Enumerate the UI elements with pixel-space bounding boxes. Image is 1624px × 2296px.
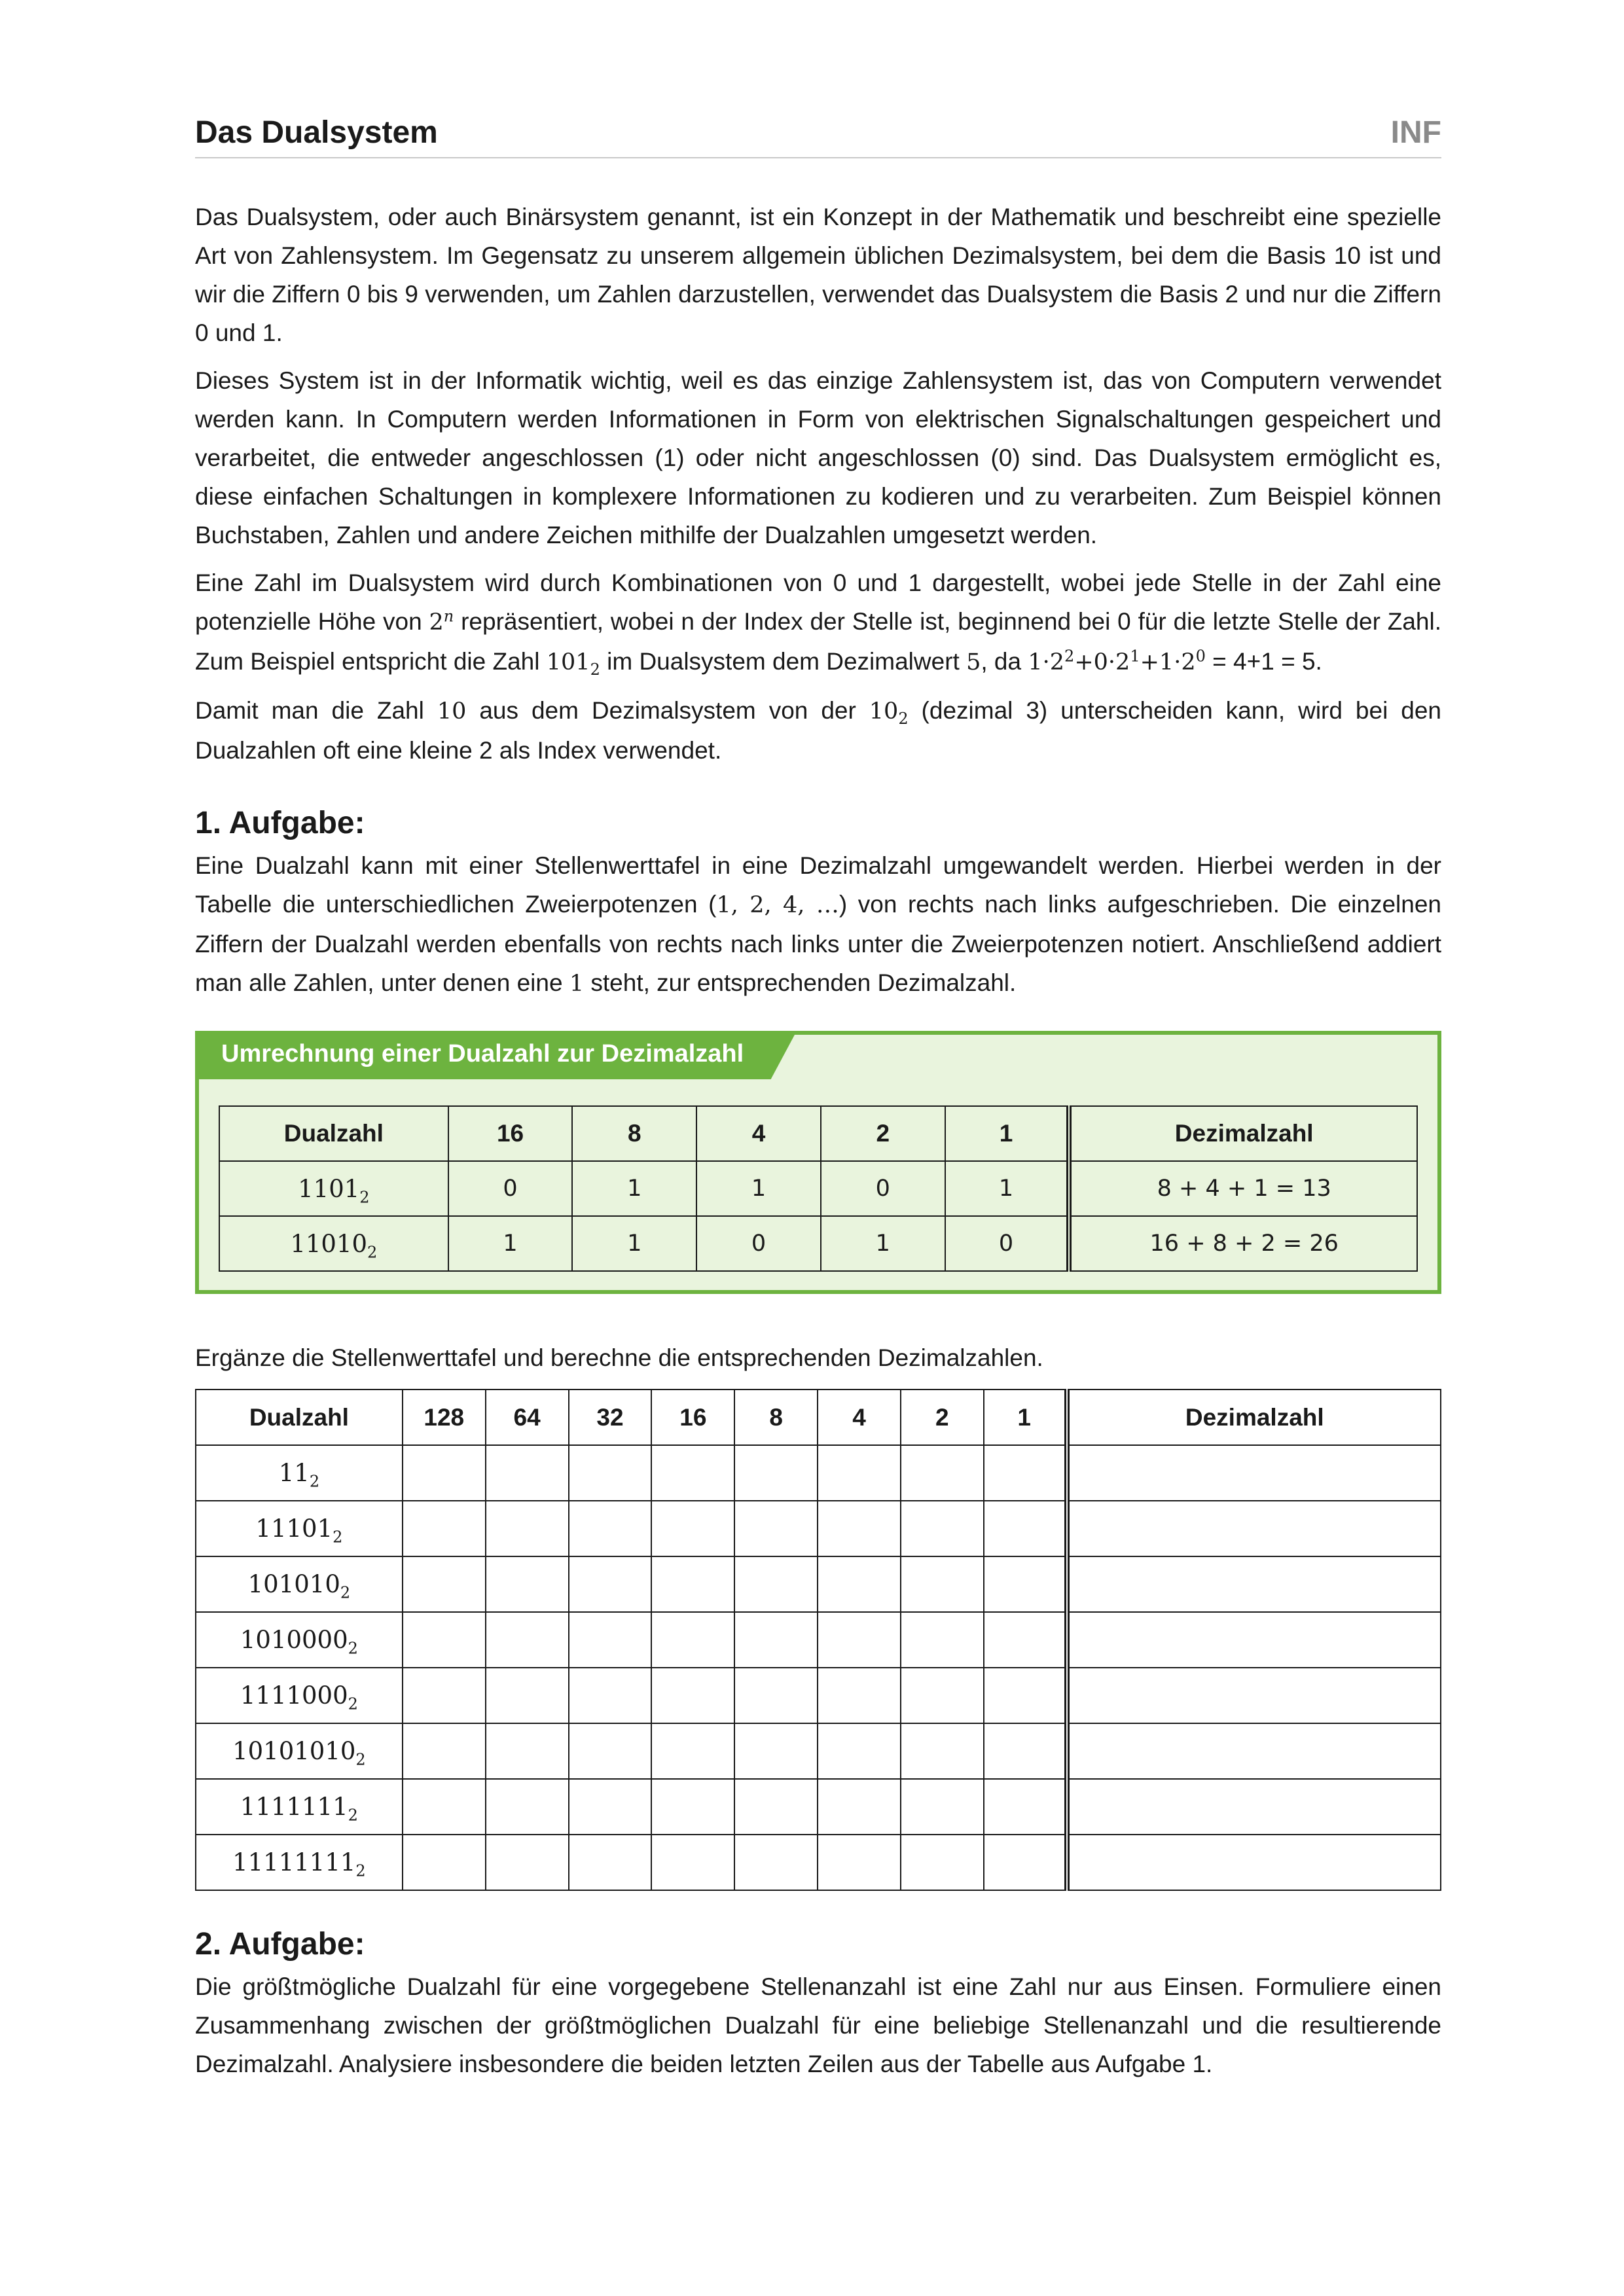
example-bit-cell: 1 [821,1216,945,1271]
task-bit-input-cell[interactable] [818,1556,901,1612]
task-bit-input-cell[interactable] [818,1445,901,1501]
example-bit-cell: 1 [696,1161,821,1216]
task-bit-input-cell[interactable] [734,1556,818,1612]
task-header-cell: 128 [403,1390,486,1445]
task-bit-input-cell[interactable] [486,1668,569,1723]
dual-number: 11 [278,1459,310,1487]
page-title: Das Dualsystem [195,115,438,150]
task-bit-input-cell[interactable] [734,1835,818,1890]
task1-description [195,846,1441,1003]
task-bit-input-cell[interactable] [486,1723,569,1779]
task-header-cell: 64 [486,1390,569,1445]
task-bit-input-cell[interactable] [486,1835,569,1890]
task-bit-input-cell[interactable] [818,1779,901,1835]
example-box [195,1031,1441,1294]
dual-subscript: 2 [367,1242,378,1261]
task-bit-input-cell[interactable] [486,1445,569,1501]
dual-subscript: 2 [355,1750,366,1769]
math-powers: 1, 2, 4, … [716,892,839,918]
dual-subscript: 2 [309,1472,320,1491]
task-bit-input-cell[interactable] [403,1835,486,1890]
task-bit-input-cell[interactable] [734,1668,818,1723]
example-bit-cell: 1 [572,1216,696,1271]
task-bit-input-cell[interactable] [569,1501,652,1556]
dual-subscript: 2 [355,1861,366,1880]
intro-paragraph-3 [195,564,1441,682]
task-bit-input-cell[interactable] [569,1779,652,1835]
example-title: Umrechnung einer Dualzahl zur Dezimalzahl [221,1040,744,1067]
task-bit-input-cell[interactable] [651,1835,734,1890]
math-power [429,609,454,636]
task-decimal-input-cell[interactable] [1067,1612,1441,1668]
task-row [196,1501,1441,1556]
task-bit-input-cell[interactable] [901,1723,984,1779]
task-bit-input-cell[interactable] [403,1445,486,1501]
task-row [196,1445,1441,1501]
formula-part: +1·2 [1140,649,1196,675]
task-row [196,1612,1441,1668]
task-dual-cell [196,1779,403,1835]
task-bit-input-cell[interactable] [486,1501,569,1556]
task-header-cell: 32 [569,1390,652,1445]
task-bit-input-cell[interactable] [403,1668,486,1723]
task-bit-input-cell[interactable] [651,1556,734,1612]
formula-exponent: 0 [1195,647,1206,666]
task-decimal-input-cell[interactable] [1067,1556,1441,1612]
dual-number: 1111000 [240,1681,348,1710]
example-header-cell: 4 [696,1106,821,1161]
task-bit-input-cell[interactable] [486,1556,569,1612]
example-bit-cell: 0 [696,1216,821,1271]
task1-heading: 1. Aufgabe: [195,806,365,840]
task-bit-input-cell[interactable] [818,1612,901,1668]
dual-subscript: 2 [348,1639,358,1658]
task-bit-input-cell[interactable] [569,1723,652,1779]
task-bit-input-cell[interactable] [569,1668,652,1723]
formula-part: +0·2 [1074,649,1130,675]
example-header-cell: 16 [448,1106,573,1161]
text-run: Eine Zahl im Dualsystem wird durch Kombinationen von 0 und 1 dargestellt, wobei jede Stelle in der Zahl eine potenzielle Höhe von [195,569,1441,635]
math-base: 2 [429,609,444,636]
task-decimal-input-cell[interactable] [1067,1835,1441,1890]
text-run: Damit man die Zahl [195,697,437,724]
task-row [196,1668,1441,1723]
task-bit-input-cell[interactable] [403,1612,486,1668]
task-bit-input-cell[interactable] [734,1779,818,1835]
example-bit-cell: 1 [945,1161,1070,1216]
task-bit-input-cell[interactable] [403,1556,486,1612]
example-header-cell: 1 [945,1106,1070,1161]
example-bit-cell: 0 [448,1161,573,1216]
task-header-row [196,1390,1441,1445]
task-decimal-input-cell[interactable] [1067,1668,1441,1723]
example-row [219,1216,1417,1271]
formula-part: 1·2 [1028,649,1065,675]
example-decimal-cell: 8 + 4 + 1 = 13 [1069,1161,1417,1216]
math-number: 101 [546,649,590,675]
example-bit-cell: 1 [572,1161,696,1216]
example-table [219,1105,1418,1272]
example-header-cell: 8 [572,1106,696,1161]
task-bit-input-cell[interactable] [818,1723,901,1779]
task-bit-input-cell[interactable] [569,1835,652,1890]
task-row [196,1835,1441,1890]
task-bit-input-cell[interactable] [984,1556,1067,1612]
task-bit-input-cell[interactable] [569,1612,652,1668]
task-bit-input-cell[interactable] [818,1501,901,1556]
task-bit-input-cell[interactable] [984,1612,1067,1668]
task-bit-input-cell[interactable] [901,1835,984,1890]
task-bit-input-cell[interactable] [901,1556,984,1612]
dual-number: 1101 [298,1174,360,1203]
task-bit-input-cell[interactable] [984,1835,1067,1890]
task-decimal-input-cell[interactable] [1067,1501,1441,1556]
example-header-row [219,1106,1417,1161]
dual-subscript: 2 [348,1695,358,1713]
task-bit-input-cell[interactable] [734,1501,818,1556]
text-run: = 4+1 = 5. [1205,648,1322,675]
task-dual-cell [196,1501,403,1556]
task-bit-input-cell[interactable] [901,1668,984,1723]
page-header [195,105,1441,158]
text-run: repräsentiert, wobei n der Index der Stelle ist, beginnend bei 0 für die letzte Stelle der Zahl. Zum Beispiel entspricht die Zahl [195,608,1441,675]
task-dual-cell [196,1668,403,1723]
math-number: 10 [437,698,467,725]
task-decimal-input-cell[interactable] [1067,1445,1441,1501]
task-header-cell: 8 [734,1390,818,1445]
example-dual-cell [219,1161,448,1216]
task-bit-input-cell[interactable] [651,1445,734,1501]
text-run: aus dem Dezimalsystem von der [466,697,869,724]
task-bit-input-cell[interactable] [984,1445,1067,1501]
task-header-cell: 2 [901,1390,984,1445]
task-row [196,1779,1441,1835]
task-bit-input-cell[interactable] [403,1723,486,1779]
example-dual-cell [219,1216,448,1271]
math-number: 1 [569,971,585,997]
math-exponent: n [443,607,454,626]
example-decimal-cell: 16 + 8 + 2 = 26 [1069,1216,1417,1271]
text-run: , da [981,648,1028,675]
task-decimal-input-cell[interactable] [1067,1779,1441,1835]
worksheet-page [195,105,1441,2092]
task-bit-input-cell[interactable] [651,1501,734,1556]
task-bit-input-cell[interactable] [984,1723,1067,1779]
math-decimal: 5 [966,649,981,675]
dual-subscript: 2 [333,1528,343,1547]
task2-description: Die größtmögliche Dualzahl für eine vorgegebene Stellenanzahl ist eine Zahl nur aus Einsen. Formuliere einen Zusammenhang zwischen der größtmöglichen Dualzahl für eine beliebige Stellenanzahl und die resultierende Dezimalzahl. Analysiere insbesondere die beiden letzten Zeilen aus der Tabelle aus Aufgabe 1. [195,1973,1441,2077]
text-run: ) von rechts nach links aufgeschrieben. Die einzelnen Ziffern der Dualzahl werden ebenfalls von rechts nach links unter die Zweierpotenzen notiert. Anschließend addiert man alle Zahlen, unter denen eine [195,891,1442,996]
task-bit-input-cell[interactable] [818,1835,901,1890]
task-bit-input-cell[interactable] [984,1779,1067,1835]
task-header-cell: 4 [818,1390,901,1445]
dual-number: 10101010 [232,1737,356,1765]
task-bit-input-cell[interactable] [569,1556,652,1612]
example-header-cell: Dualzahl [219,1106,448,1161]
example-row [219,1161,1417,1216]
task-header-cell: Dezimalzahl [1067,1390,1441,1445]
intro-paragraph-2: Dieses System ist in der Informatik wichtig, weil es das einzige Zahlensystem ist, das von Computern verwendet werden kann. In Computern werden Informationen in Form von elektrischen Signalschaltungen gespeichert und verarbeitet, die entweder angeschlossen (1) oder nicht angeschlossen (0) sind. Das Dualsystem ermöglicht es, diese einfachen Schaltungen in komplexere Informationen zu kodieren und zu verarbeiten. Zum Beispiel können Buchstaben, Zahlen und andere Zeichen mithilfe der Dualzahlen umgesetzt werden. [195,367,1441,548]
formula-exponent: 2 [1064,647,1075,666]
intro-paragraph-4 [195,691,1441,770]
math-number: 10 [869,698,899,725]
math-subscript: 2 [898,709,909,728]
example-bit-cell: 1 [448,1216,573,1271]
task-decimal-input-cell[interactable] [1067,1723,1441,1779]
task-bit-input-cell[interactable] [651,1668,734,1723]
task-bit-input-cell[interactable] [901,1779,984,1835]
task-bit-input-cell[interactable] [403,1779,486,1835]
math-subscript: 2 [590,660,600,679]
text-run: (dezimal 3) unterscheiden kann, wird bei den Dualzahlen oft eine kleine 2 als Index verwendet. [195,697,1441,764]
task-dual-cell [196,1723,403,1779]
dual-number: 11101 [255,1515,333,1543]
text-run: steht, zur entsprechenden Dezimalzahl. [584,969,1017,996]
formula-exponent: 1 [1130,647,1140,666]
task-bit-input-cell[interactable] [901,1612,984,1668]
task-bit-input-cell[interactable] [403,1501,486,1556]
task-row [196,1556,1441,1612]
task2-heading: 2. Aufgabe: [195,1927,365,1962]
task-header-cell: 16 [651,1390,734,1445]
text-run: im Dualsystem dem Dezimalwert [600,648,967,675]
task-table [195,1389,1441,1891]
task-bit-input-cell[interactable] [651,1779,734,1835]
task-bit-input-cell[interactable] [569,1445,652,1501]
task-header-cell: Dualzahl [196,1390,403,1445]
dual-number: 101010 [247,1570,340,1598]
task-bit-input-cell[interactable] [734,1612,818,1668]
example-header-cell: Dezimalzahl [1069,1106,1417,1161]
task-bit-input-cell[interactable] [901,1501,984,1556]
math-formula [1028,649,1206,675]
task-bit-input-cell[interactable] [651,1612,734,1668]
intro-section [195,198,1441,770]
example-bit-cell: 0 [945,1216,1070,1271]
task-bit-input-cell[interactable] [734,1723,818,1779]
task-dual-cell [196,1445,403,1501]
task-bit-input-cell[interactable] [486,1612,569,1668]
math-binary-number [869,698,909,728]
task-bit-input-cell[interactable] [901,1445,984,1501]
task-dual-cell [196,1556,403,1612]
task-bit-input-cell[interactable] [734,1445,818,1501]
dual-number: 11111111 [232,1848,356,1876]
task-row [196,1723,1441,1779]
subject-label: INF [1390,115,1441,150]
example-header-cell: 2 [821,1106,945,1161]
dual-number: 11010 [290,1229,368,1258]
task-bit-input-cell[interactable] [984,1501,1067,1556]
intro-paragraph-1: Das Dualsystem, oder auch Binärsystem genannt, ist ein Konzept in der Mathematik und beschreibt eine spezielle Art von Zahlensystem. Im Gegensatz zu unserem allgemein üblichen Dezimalsystem, bei dem die Basis 10 ist und wir die Ziffern 0 bis 9 verwenden, um Zahlen darzustellen, verwendet das Dualsystem die Basis 2 und nur die Ziffern 0 und 1. [195,204,1441,346]
example-bit-cell: 0 [821,1161,945,1216]
dual-subscript: 2 [340,1583,351,1602]
task-dual-cell [196,1612,403,1668]
task1-instruction: Ergänze die Stellenwerttafel und berechne die entsprechenden Dezimalzahlen. [195,1344,1043,1371]
dual-number: 1010000 [240,1626,348,1654]
text-run: Eine Dualzahl kann mit einer Stellenwerttafel in eine Dezimalzahl umgewandelt werden. Hierbei werden in der Tabelle die unterschiedlichen Zweierpotenzen ( [195,852,1441,918]
task-dual-cell [196,1835,403,1890]
dual-subscript: 2 [359,1187,370,1206]
task-header-cell: 1 [984,1390,1067,1445]
math-binary-number [546,649,600,679]
task-bit-input-cell[interactable] [984,1668,1067,1723]
task-bit-input-cell[interactable] [486,1779,569,1835]
dual-number: 1111111 [240,1793,348,1821]
dual-subscript: 2 [348,1806,358,1825]
task-bit-input-cell[interactable] [651,1723,734,1779]
task-bit-input-cell[interactable] [818,1668,901,1723]
